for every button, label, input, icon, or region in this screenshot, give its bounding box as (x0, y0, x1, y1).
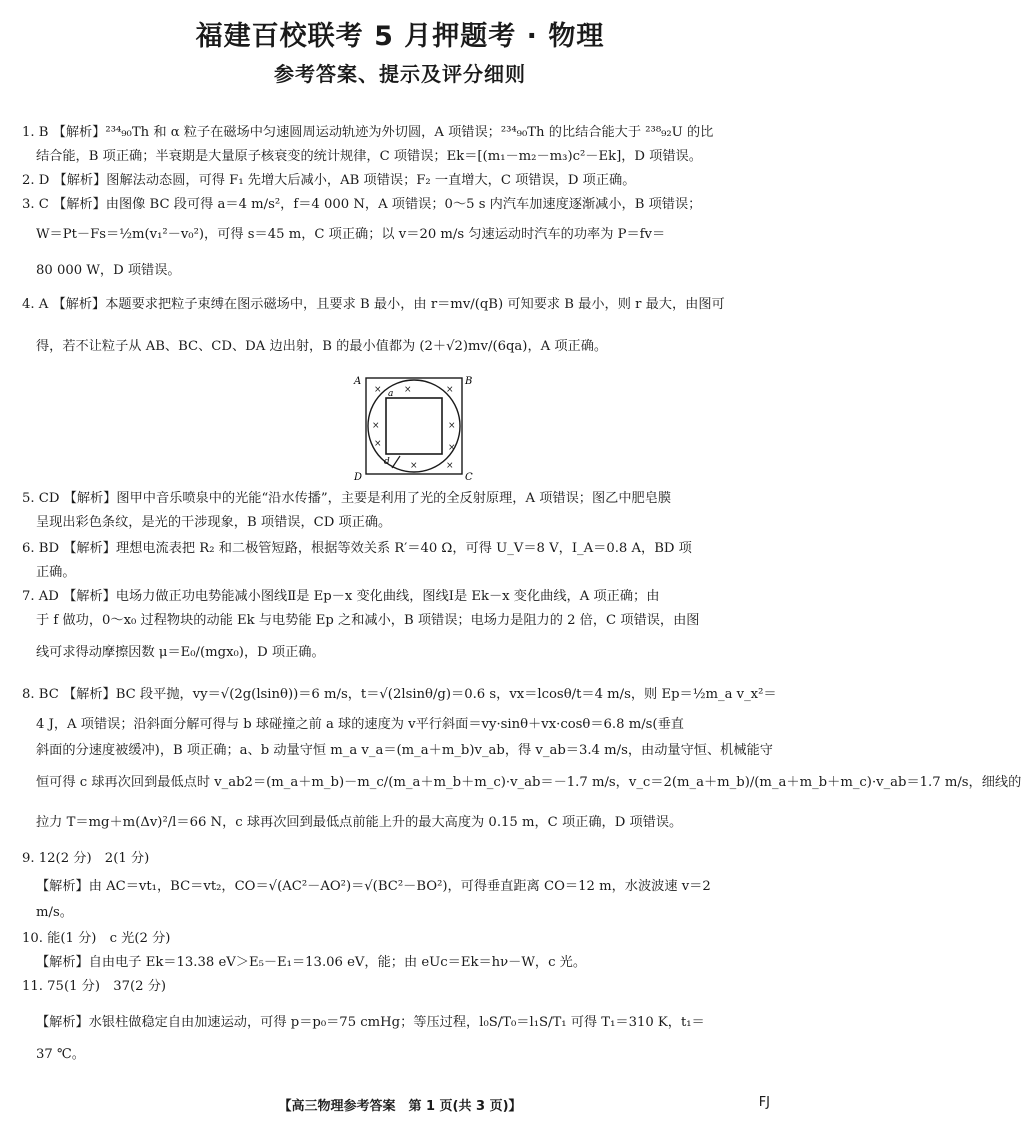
field-cross: × (410, 461, 418, 471)
answer-line: 于 f 做功，0～x₀ 过程物块的动能 Ek 与电势能 Ep 之和减小，B 项错误；电场力是阻力的 2 倍，C 项错误，由图 (36, 613, 700, 628)
figure-label-d: D (354, 472, 363, 483)
answer-line: W＝Pt－Fs＝½m(v₁²－v₀²)，可得 s＝45 m，C 项正确；以 v＝20 m/s 匀速运动时汽车的功率为 P＝fv＝ (36, 227, 666, 242)
answer-line: 6. BD 【解析】理想电流表把 R₂ 和二极管短路，根据等效关系 R′＝40 Ω，可得 U_V＝8 V，I_A＝0.8 A，BD 项 (22, 541, 692, 556)
answer-line: 80 000 W，D 项错误。 (36, 263, 181, 278)
answer-line: 11. 75(1 分) 37(2 分) (22, 979, 167, 994)
field-cross: × (404, 385, 412, 395)
answer-line: 恒可得 c 球再次回到最低点时 v_ab2＝(m_a＋m_b)－m_c/(m_a＋m_b＋m_c)·v_ab＝－1.7 m/s，v_c＝2(m_a＋m_b)/(m_a＋m_b＋m_c)·v_ab＝1.7 m/s，细线的 (36, 775, 1021, 790)
answer-line: 37 ℃。 (36, 1047, 85, 1062)
answer-line: 拉力 T＝mg＋m(Δv)²/l＝66 N，c 球再次回到最低点前能上升的最大高度为 0.15 m，C 项正确，D 项错误。 (36, 815, 683, 830)
magnetic-field-figure (348, 372, 478, 482)
figure-label-small-a: a (388, 389, 394, 399)
field-cross: × (374, 439, 382, 449)
answer-line: 得，若不让粒子从 AB、BC、CD、DA 边出射，B 的最小值都为 (2＋√2)mv/(6qa)，A 项正确。 (36, 339, 608, 354)
field-cross: × (446, 461, 454, 471)
figure-label-a: A (354, 376, 362, 387)
answer-line: 斜面的分速度被缓冲)，B 项正确；a、b 动量守恒 m_a v_a＝(m_a＋m_b)v_ab，得 v_ab＝3.4 m/s，由动量守恒、机械能守 (36, 743, 773, 758)
field-cross: × (448, 421, 456, 431)
answer-line: 【解析】由 AC＝vt₁，BC＝vt₂，CO＝√(AC²－AO²)＝√(BC²－BO²)，可得垂直距离 CO＝12 m，水波波速 v＝2 (36, 879, 711, 894)
answer-line: 【解析】水银柱做稳定自由加速运动，可得 p＝p₀＝75 cmHg；等压过程，l₀S/T₀＝l₁S/T₁ 可得 T₁＝310 K，t₁＝ (36, 1015, 705, 1030)
answer-line: 4. A 【解析】本题要求把粒子束缚在图示磁场中，且要求 B 最小，由 r＝mv/(qB) 可知要求 B 最小，则 r 最大，由图可 (22, 297, 725, 312)
answer-line: 8. BC 【解析】BC 段平抛，vy＝√(2g(lsinθ))＝6 m/s，t＝√(2lsinθ/g)＝0.6 s，vx＝lcosθ/t＝4 m/s，则 Ep＝½m_a v_x²＝ (22, 687, 777, 702)
answer-line: 线可求得动摩擦因数 μ＝E₀/(mgx₀)，D 项正确。 (36, 645, 325, 660)
footer-code: FJ (758, 1095, 770, 1110)
figure-label-small-d: d (384, 457, 390, 467)
page-subtitle: 参考答案、提示及评分细则 (274, 62, 526, 86)
answer-line: 1. B 【解析】²³⁴₉₀Th 和 α 粒子在磁场中匀速圆周运动轨迹为外切圆，A 项错误；²³⁴₉₀Th 的比结合能大于 ²³⁸₉₂U 的比 (22, 125, 714, 140)
field-cross: × (374, 385, 382, 395)
answer-line: 正确。 (36, 565, 76, 580)
figure-label-b: B (465, 376, 473, 387)
field-cross: × (446, 385, 454, 395)
answer-line: 10. 能(1 分) c 光(2 分) (22, 931, 171, 946)
page-footer: 【高三物理参考答案 第 1 页(共 3 页)】 (278, 1099, 522, 1114)
answer-line: 9. 12(2 分) 2(1 分) (22, 851, 150, 866)
answer-line: 5. CD 【解析】图甲中音乐喷泉中的光能“沿水传播”，主要是利用了光的全反射原理，A 项错误；图乙中肥皂膜 (22, 491, 672, 506)
answer-line: 【解析】自由电子 Ek＝13.38 eV＞E₅－E₁＝13.06 eV，能；由 eUc＝Ek＝hν－W，c 光。 (36, 955, 587, 970)
page-title: 福建百校联考 5 月押题考 · 物理 (195, 21, 605, 52)
answer-line: m/s。 (36, 905, 73, 920)
field-cross: × (372, 421, 380, 431)
answer-line: 2. D 【解析】图解法动态圆，可得 F₁ 先增大后减小，AB 项错误；F₂ 一直增大，C 项错误，D 项正确。 (22, 173, 636, 188)
answer-line: 4 J，A 项错误；沿斜面分解可得与 b 球碰撞之前 a 球的速度为 v平行斜面＝vy·sinθ＋vx·cosθ＝6.8 m/s(垂直 (36, 717, 684, 732)
answer-line: 7. AD 【解析】电场力做正功电势能减小图线Ⅱ是 Ep－x 变化曲线，图线Ⅰ是 Ek－x 变化曲线，A 项正确；由 (22, 589, 660, 604)
answer-line: 呈现出彩色条纹，是光的干涉现象，B 项错误，CD 项正确。 (36, 515, 392, 530)
answer-line: 3. C 【解析】由图像 BC 段可得 a＝4 m/s²，f＝4 000 N，A 项错误；0～5 s 内汽车加速度逐渐减小，B 项错误； (22, 197, 702, 212)
answer-line: 结合能，B 项正确；半衰期是大量原子核衰变的统计规律，C 项错误；Ek＝[(m₁－m₂－m₃)c²－Ek]，D 项错误。 (36, 149, 702, 164)
field-cross: × (448, 443, 456, 453)
figure-label-c: C (465, 472, 473, 483)
